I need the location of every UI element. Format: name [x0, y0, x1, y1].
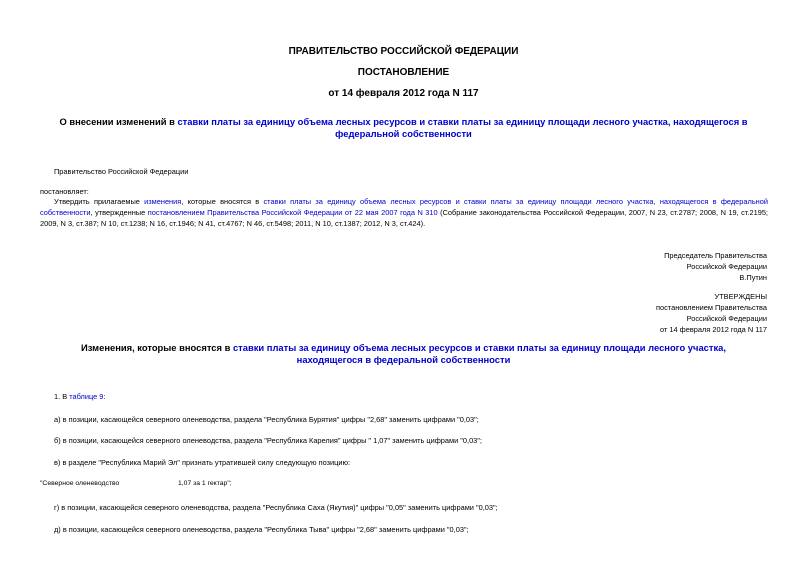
document-title-link[interactable]: ставки платы за единицу объема лесных ресурсов и ставки платы за единицу площади лесного участка, находящегося в федеральной собственности — [177, 116, 748, 139]
changes-title-link[interactable]: ставки платы за единицу объема лесных ресурсов и ставки платы за единицу площади лесного участка, находящегося в федеральной собственности — [232, 342, 726, 365]
government-heading: ПРАВИТЕЛЬСТВО РОССИЙСКОЙ ФЕДЕРАЦИИ — [288, 46, 519, 57]
approval-line: Российской Федерации — [686, 314, 767, 323]
changes-title-prefix: Изменения, которые вносятся в — [81, 342, 233, 353]
issuer-text: Правительство Российской Федерации — [54, 167, 189, 176]
document-title-prefix: О внесении изменений в — [59, 116, 178, 127]
item-1-prefix: 1. В — [54, 392, 70, 401]
approval-block — [656, 291, 767, 335]
changes-link[interactable]: изменения — [144, 197, 182, 206]
item-1-suffix: : — [103, 392, 106, 401]
document-title — [40, 116, 767, 140]
quoted-position-left: "Северное оленеводство — [40, 480, 120, 487]
decides-text: постановляет: — [40, 187, 89, 196]
item-1 — [54, 392, 105, 401]
paragraph-text: (Собрание законодательства Российской Федерации, 2007, N 23, ст.2787; 2008, N 19, ст.2195; 2009, N 3, ст.387; N 10, ст.1238; N 16, ст.1946; N 41, ст.4767; N 46, ст.5498; 2011, N 10, ст.1387; 2012, N 3, ст.424). — [40, 208, 768, 228]
paragraph-text: , которые вносятся в — [181, 197, 264, 206]
main-paragraph — [40, 196, 768, 229]
changes-title — [60, 342, 747, 366]
item-b: б) в позиции, касающейся северного оленеводства, раздела "Республика Карелия" цифры " 1,07" заменить цифрами "0,03"; — [54, 436, 482, 445]
approval-line: постановлением Правительства — [656, 303, 767, 312]
table-9-link[interactable]: таблице 9 — [69, 392, 104, 401]
rates-link[interactable]: ставки платы за единицу объема лесных ресурсов и ставки платы за единицу площади лесного участка, находящегося в федеральной собственности — [40, 197, 768, 217]
resolution-310-link[interactable]: постановлением Правительства Российской Федерации от 22 мая 2007 года N 310 — [147, 208, 438, 217]
item-a: а) в позиции, касающейся северного оленеводства, раздела "Республика Бурятия" цифры "2,68" заменить цифрами "0,03"; — [54, 415, 479, 424]
signature-country: Российской Федерации — [686, 262, 767, 271]
signature-name: В.Путин — [739, 273, 767, 282]
document-type-heading: ПОСТАНОВЛЕНИЕ — [357, 67, 450, 78]
item-v: в) в разделе "Республика Марий Эл" признать утратившей силу следующую позицию: — [54, 458, 351, 467]
document-date-number: от 14 февраля 2012 года N 117 — [328, 88, 479, 99]
item-g: г) в позиции, касающейся северного оленеводства, раздела "Республика Саха (Якутия)" цифры "0,05" заменить цифрами "0,03"; — [54, 503, 498, 512]
signature-block — [664, 250, 767, 283]
paragraph-text: , утвержденные — [90, 208, 148, 217]
signature-position: Председатель Правительства — [664, 251, 767, 260]
quoted-position-right: 1,07 за 1 гектар"; — [178, 480, 232, 487]
paragraph-text: Утвердить прилагаемые — [54, 197, 145, 206]
approval-date: от 14 февраля 2012 года N 117 — [660, 325, 767, 334]
item-d: д) в позиции, касающейся северного оленеводства, раздела "Республика Тыва" цифры "2,68" заменить цифрами "0,03"; — [54, 525, 469, 534]
approval-heading: УТВЕРЖДЕНЫ — [714, 292, 767, 301]
